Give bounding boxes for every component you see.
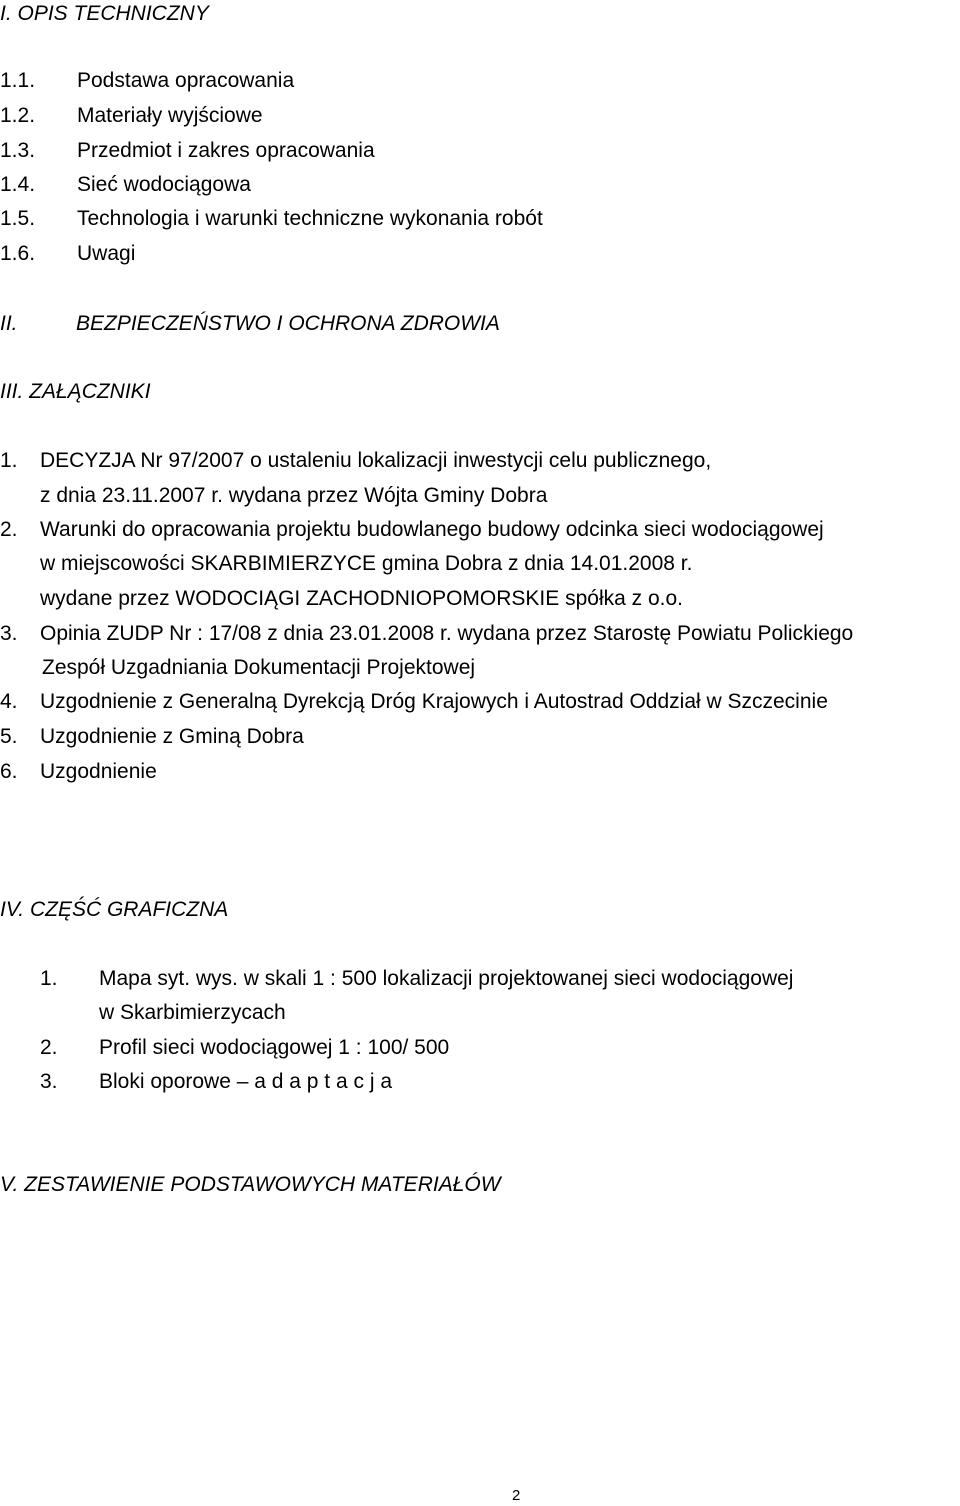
toc-item-number: 1.4. xyxy=(0,173,36,196)
attachment-number: 3. xyxy=(0,622,18,645)
toc-item-label: Materiały wyjściowe xyxy=(77,104,263,127)
toc-item-label: Technologia i warunki techniczne wykonania robót xyxy=(77,207,543,230)
section-4-title: IV. CZĘŚĆ GRAFICZNA xyxy=(0,898,229,921)
toc-item-number: 1.5. xyxy=(0,207,36,230)
section-5-title: V. ZESTAWIENIE PODSTAWOWYCH MATERIAŁÓW xyxy=(0,1173,501,1196)
toc-item-label: Przedmiot i zakres opracowania xyxy=(77,139,375,162)
attachment-number: 2. xyxy=(0,518,18,541)
section-2-number: II. xyxy=(0,312,18,335)
attachment-line: Uzgodnienie z Generalną Dyrekcją Dróg Krajowych i Autostrad Oddział w Szczecinie xyxy=(40,690,828,713)
drawing-line: Bloki oporowe – a d a p t a c j a xyxy=(99,1070,393,1093)
section-1-title: I. OPIS TECHNICZNY xyxy=(0,2,209,25)
attachment-number: 5. xyxy=(0,725,18,748)
attachment-number: 4. xyxy=(0,690,18,713)
attachment-line: Uzgodnienie z Gminą Dobra xyxy=(40,725,304,748)
attachment-line: w miejscowości SKARBIMIERZYCE gmina Dobra z dnia 14.01.2008 r. xyxy=(40,552,693,575)
drawing-line: Profil sieci wodociągowej 1 : 100/ 500 xyxy=(99,1036,450,1059)
attachment-line: wydane przez WODOCIĄGI ZACHODNIOPOMORSKIE spółka z o.o. xyxy=(40,587,683,610)
toc-item-number: 1.6. xyxy=(0,242,36,265)
toc-item-number: 1.2. xyxy=(0,104,36,127)
toc-item-number: 1.3. xyxy=(0,139,36,162)
drawing-line: w Skarbimierzycach xyxy=(99,1001,286,1024)
attachment-line: Zespół Uzgadniania Dokumentacji Projektowej xyxy=(42,656,476,679)
toc-item-label: Sieć wodociągowa xyxy=(77,173,251,196)
drawing-number: 1. xyxy=(40,967,58,990)
attachment-line: Opinia ZUDP Nr : 17/08 z dnia 23.01.2008 r. wydana przez Starostę Powiatu Polickiego xyxy=(40,622,854,645)
attachment-line: Uzgodnienie xyxy=(40,760,157,783)
toc-item-label: Uwagi xyxy=(77,242,136,265)
page-number: 2 xyxy=(512,1487,521,1504)
drawing-number: 3. xyxy=(40,1070,58,1093)
drawing-line: Mapa syt. wys. w skali 1 : 500 lokalizacji projektowanej sieci wodociągowej xyxy=(99,967,794,990)
section-2-title: BEZPIECZEŃSTWO I OCHRONA ZDROWIA xyxy=(76,312,500,335)
attachment-line: DECYZJA Nr 97/2007 o ustaleniu lokalizacji inwestycji celu publicznego, xyxy=(40,449,712,472)
toc-item-number: 1.1. xyxy=(0,69,36,92)
drawing-number: 2. xyxy=(40,1036,58,1059)
attachment-number: 6. xyxy=(0,760,18,783)
attachment-line: Warunki do opracowania projektu budowlanego budowy odcinka sieci wodociągowej xyxy=(40,518,824,541)
attachment-line: z dnia 23.11.2007 r. wydana przez Wójta Gminy Dobra xyxy=(40,484,548,507)
attachment-number: 1. xyxy=(0,449,18,472)
toc-item-label: Podstawa opracowania xyxy=(77,69,295,92)
section-3-title: III. ZAŁĄCZNIKI xyxy=(0,380,151,403)
